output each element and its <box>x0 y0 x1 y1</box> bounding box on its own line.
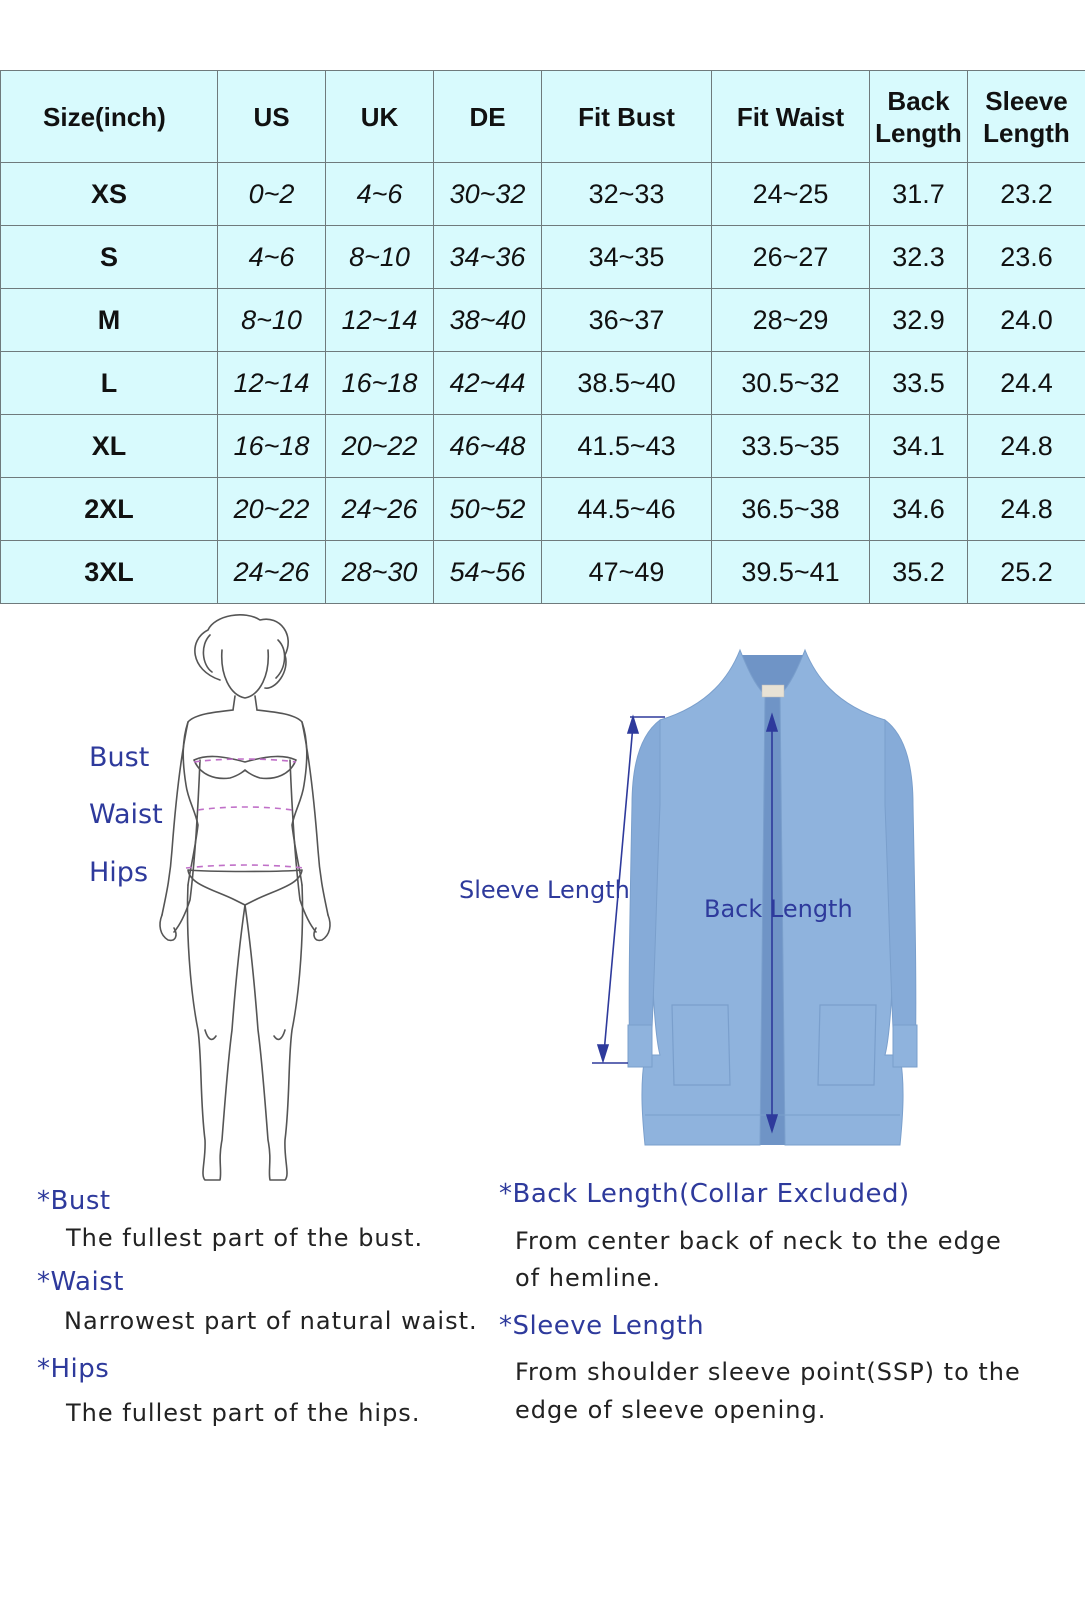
back-length-label: Back Length <box>704 895 853 923</box>
cell-fit-waist: 36.5~38 <box>712 478 870 541</box>
cell-sleeve-length: 24.0 <box>968 289 1085 352</box>
cell-fit-waist: 33.5~35 <box>712 415 870 478</box>
note-sleeve-length-title: *Sleeve Length <box>499 1311 705 1341</box>
note-back-length-line2: of hemline. <box>515 1264 662 1292</box>
cell-fit-waist: 30.5~32 <box>712 352 870 415</box>
cell-fit-waist: 39.5~41 <box>712 541 870 604</box>
note-hips-text: The fullest part of the hips. <box>66 1399 421 1427</box>
sleeve-length-label: Sleeve Length <box>459 876 630 904</box>
header-back-length: Back Length <box>870 71 968 163</box>
table-row <box>1 289 1085 352</box>
cell-back-length: 34.6 <box>870 478 968 541</box>
cell-de: 30~32 <box>434 163 542 226</box>
header-fit-bust: Fit Bust <box>542 71 712 163</box>
header-uk: UK <box>326 71 434 163</box>
cell-de: 54~56 <box>434 541 542 604</box>
cell-us: 8~10 <box>218 289 326 352</box>
cell-size: M <box>1 289 218 352</box>
note-sleeve-length-line2: edge of sleeve opening. <box>515 1396 827 1424</box>
cell-de: 46~48 <box>434 415 542 478</box>
table-header-row <box>1 71 1085 163</box>
cell-sleeve-length: 24.8 <box>968 415 1085 478</box>
cell-us: 24~26 <box>218 541 326 604</box>
table-row <box>1 478 1085 541</box>
cell-de: 42~44 <box>434 352 542 415</box>
cell-size: XL <box>1 415 218 478</box>
cell-us: 16~18 <box>218 415 326 478</box>
table-row <box>1 352 1085 415</box>
cell-uk: 4~6 <box>326 163 434 226</box>
cell-size: L <box>1 352 218 415</box>
cell-size: S <box>1 226 218 289</box>
cell-back-length: 35.2 <box>870 541 968 604</box>
cell-size: 2XL <box>1 478 218 541</box>
cell-fit-bust: 32~33 <box>542 163 712 226</box>
cell-back-length: 32.9 <box>870 289 968 352</box>
waist-label: Waist <box>89 799 163 830</box>
cell-de: 50~52 <box>434 478 542 541</box>
cell-sleeve-length: 23.2 <box>968 163 1085 226</box>
cell-uk: 28~30 <box>326 541 434 604</box>
cell-us: 12~14 <box>218 352 326 415</box>
note-bust-text: The fullest part of the bust. <box>66 1224 424 1252</box>
table-row <box>1 163 1085 226</box>
cell-de: 34~36 <box>434 226 542 289</box>
note-back-length-line1: From center back of neck to the edge <box>515 1227 1002 1255</box>
size-chart-table <box>0 70 1085 604</box>
cell-fit-bust: 38.5~40 <box>542 352 712 415</box>
header-fit-waist: Fit Waist <box>712 71 870 163</box>
table-row <box>1 226 1085 289</box>
cell-uk: 24~26 <box>326 478 434 541</box>
cell-fit-bust: 41.5~43 <box>542 415 712 478</box>
note-waist-title: *Waist <box>37 1267 124 1297</box>
header-us: US <box>218 71 326 163</box>
cell-back-length: 33.5 <box>870 352 968 415</box>
cell-sleeve-length: 23.6 <box>968 226 1085 289</box>
header-de: DE <box>434 71 542 163</box>
cell-uk: 8~10 <box>326 226 434 289</box>
cell-fit-waist: 24~25 <box>712 163 870 226</box>
bust-label: Bust <box>89 742 150 773</box>
header-sleeve-length: Sleeve Length <box>968 71 1085 163</box>
cell-fit-bust: 44.5~46 <box>542 478 712 541</box>
cell-fit-waist: 26~27 <box>712 226 870 289</box>
table-body <box>1 163 1085 604</box>
note-hips-title: *Hips <box>37 1354 110 1384</box>
hips-label: Hips <box>89 857 149 888</box>
cell-uk: 12~14 <box>326 289 434 352</box>
cell-uk: 16~18 <box>326 352 434 415</box>
cell-fit-bust: 36~37 <box>542 289 712 352</box>
note-bust-title: *Bust <box>37 1186 111 1216</box>
cell-sleeve-length: 24.8 <box>968 478 1085 541</box>
measurement-arrows <box>590 705 790 1145</box>
cell-us: 4~6 <box>218 226 326 289</box>
note-waist-text: Narrowest part of natural waist. <box>64 1307 478 1335</box>
cell-back-length: 34.1 <box>870 415 968 478</box>
cell-size: 3XL <box>1 541 218 604</box>
cell-fit-waist: 28~29 <box>712 289 870 352</box>
cell-de: 38~40 <box>434 289 542 352</box>
cell-us: 0~2 <box>218 163 326 226</box>
cell-back-length: 32.3 <box>870 226 968 289</box>
table-row <box>1 415 1085 478</box>
cell-sleeve-length: 24.4 <box>968 352 1085 415</box>
note-sleeve-length-line1: From shoulder sleeve point(SSP) to the <box>515 1358 1021 1386</box>
cell-us: 20~22 <box>218 478 326 541</box>
table-row <box>1 541 1085 604</box>
cell-uk: 20~22 <box>326 415 434 478</box>
cell-back-length: 31.7 <box>870 163 968 226</box>
note-back-length-title: *Back Length(Collar Excluded) <box>499 1179 910 1209</box>
cell-size: XS <box>1 163 218 226</box>
cell-sleeve-length: 25.2 <box>968 541 1085 604</box>
header-size: Size(inch) <box>1 71 218 163</box>
cell-fit-bust: 47~49 <box>542 541 712 604</box>
body-figure-illustration <box>150 610 340 1190</box>
cell-fit-bust: 34~35 <box>542 226 712 289</box>
